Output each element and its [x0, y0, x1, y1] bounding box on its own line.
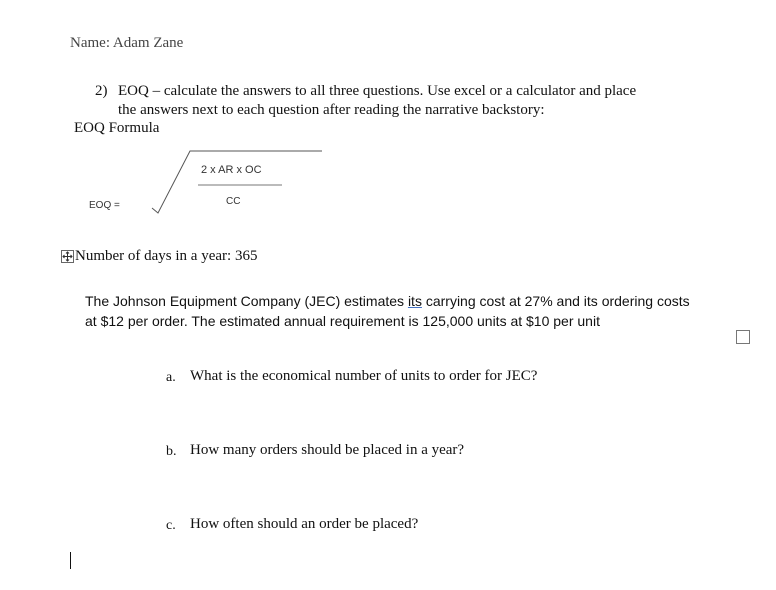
text-cursor[interactable]: [70, 552, 71, 569]
move-handle-icon[interactable]: [61, 250, 74, 263]
days-in-year-line: Number of days in a year: 365: [75, 248, 258, 264]
question-text-line-1: EOQ – calculate the answers to all three questions. Use excel or a calculator and place: [118, 83, 637, 99]
grammar-flagged-word[interactable]: its: [407, 293, 422, 309]
subquestion-a-text: What is the economical number of units to order for JEC?: [190, 368, 538, 384]
question-number: 2): [95, 83, 108, 99]
formula-numerator: 2 x AR x OC: [201, 164, 262, 176]
square-root-symbol: [80, 140, 340, 230]
name-line: Name: Adam Zane: [70, 35, 184, 51]
subquestion-a-letter: a.: [166, 370, 176, 385]
subquestion-b-text: How many orders should be placed in a year?: [190, 442, 465, 458]
story-line-2: at $12 per order. The estimated annual requirement is 125,000 units at $10 per unit: [85, 313, 600, 329]
eoq-label: EOQ =: [89, 200, 120, 211]
question-text-line-2: the answers next to each question after reading the narrative backstory:: [118, 102, 545, 118]
checkbox-icon[interactable]: [736, 330, 750, 344]
subquestion-b-letter: b.: [166, 444, 177, 459]
story-line-1: The Johnson Equipment Company (JEC) estimates its carrying cost at 27% and its ordering costs: [85, 293, 690, 309]
formula-denominator: CC: [226, 196, 241, 207]
subquestion-c-letter: c.: [166, 518, 176, 533]
subquestion-c-text: How often should an order be placed?: [190, 516, 419, 532]
formula-heading: EOQ Formula: [74, 120, 160, 136]
